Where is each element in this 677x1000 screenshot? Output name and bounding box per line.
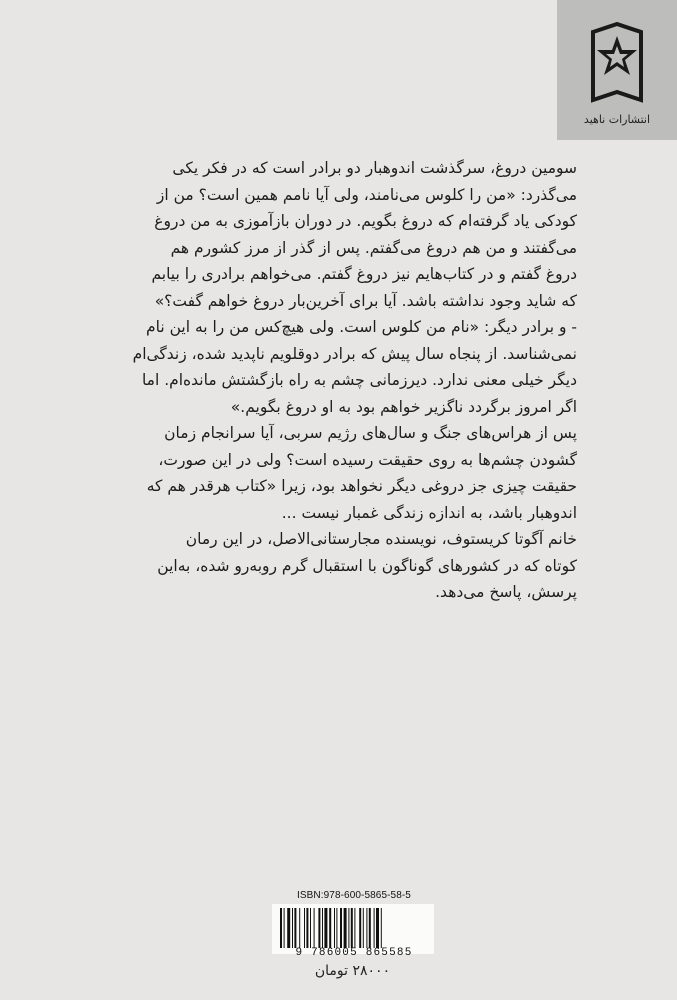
blurb-line: حقیقت چیزی جز دروغی دیگر نخواهد بود، زیرا «کتاب هرقدر هم که	[146, 477, 577, 495]
blurb-line: پرسش، پاسخ می‌دهد.	[435, 583, 577, 601]
blurb-paragraph	[99, 526, 577, 606]
publisher-name: انتشارات ناهید	[583, 113, 651, 126]
blurb-line: گشودن چشم‌ها به روی حقیقت رسیده است؟ ولی در این صورت،	[158, 450, 577, 469]
blurb-line: می‌گفتند و من هم دروغ می‌گفتم. پس از گذر از مرز کشورم هم	[170, 238, 577, 257]
blurb-line: کوتاه که در کشورهای گوناگون با استقبال گرم روبه‌رو شده، به‌این	[157, 556, 577, 575]
blurb-line: نمی‌شناسد. از پنجاه سال پیش که برادر دوقلویم ناپدید شده، زندگی‌ام	[132, 344, 577, 363]
blurb-paragraph	[99, 314, 577, 420]
blurb-paragraph	[99, 155, 577, 314]
blurb-line: سومین دروغ، سرگذشت اندوهبار دو برادر است که در فکر یکی	[172, 159, 577, 177]
blurb-line: پس از هراس‌های جنگ و سال‌های رژیم سربی، آیا سرانجام زمان	[164, 424, 577, 442]
blurb-paragraph	[99, 420, 577, 526]
price-label: ۲۸۰۰۰ تومان	[314, 963, 391, 979]
blurb-line: که شاید وجود نداشته باشد. آیا برای آخرین‌بار دروغ خواهم گفت؟»	[154, 291, 577, 310]
isbn-label: ISBN:978-600-5865-58-5	[297, 890, 411, 901]
blurb-line: دیگر خیلی معنی ندارد. دیرزمانی چشم به راه بازگشتش مانده‌ام. اما	[141, 371, 577, 389]
star-book-logo-icon	[587, 22, 647, 104]
back-cover-blurb	[99, 155, 577, 606]
blurb-line: - و برادر دیگر: «نام من کلوس است. ولی هیچ‌کس من را به این نام	[146, 318, 577, 336]
blurb-line: اندوهبار باشد، به اندازه زندگی غمبار نیست ...	[281, 503, 577, 522]
barcode-bars-icon	[280, 908, 426, 948]
blurb-line: می‌گذرد: «من را کلوس می‌نامند، ولی آیا نامم همین است؟ من از	[156, 185, 577, 204]
blurb-line: دروغ گفتم و در کتاب‌هایم نیز دروغ گفتم. می‌خواهم برادری را بیابم	[151, 265, 577, 283]
blurb-line: اگر امروز برگردد ناگزیر خواهم بود به او دروغ بگویم.»	[230, 397, 577, 416]
publisher-logo-box	[557, 0, 677, 140]
blurb-line: خانم آگوتا کریستوف، نویسنده مجارستانی‌الاصل، در این رمان	[185, 530, 577, 548]
barcode-digits: 9 786005 865585	[295, 947, 413, 959]
blurb-line: کودکی یاد گرفته‌ام که دروغ بگویم. در دوران بازآموزی به من دروغ	[154, 212, 577, 230]
